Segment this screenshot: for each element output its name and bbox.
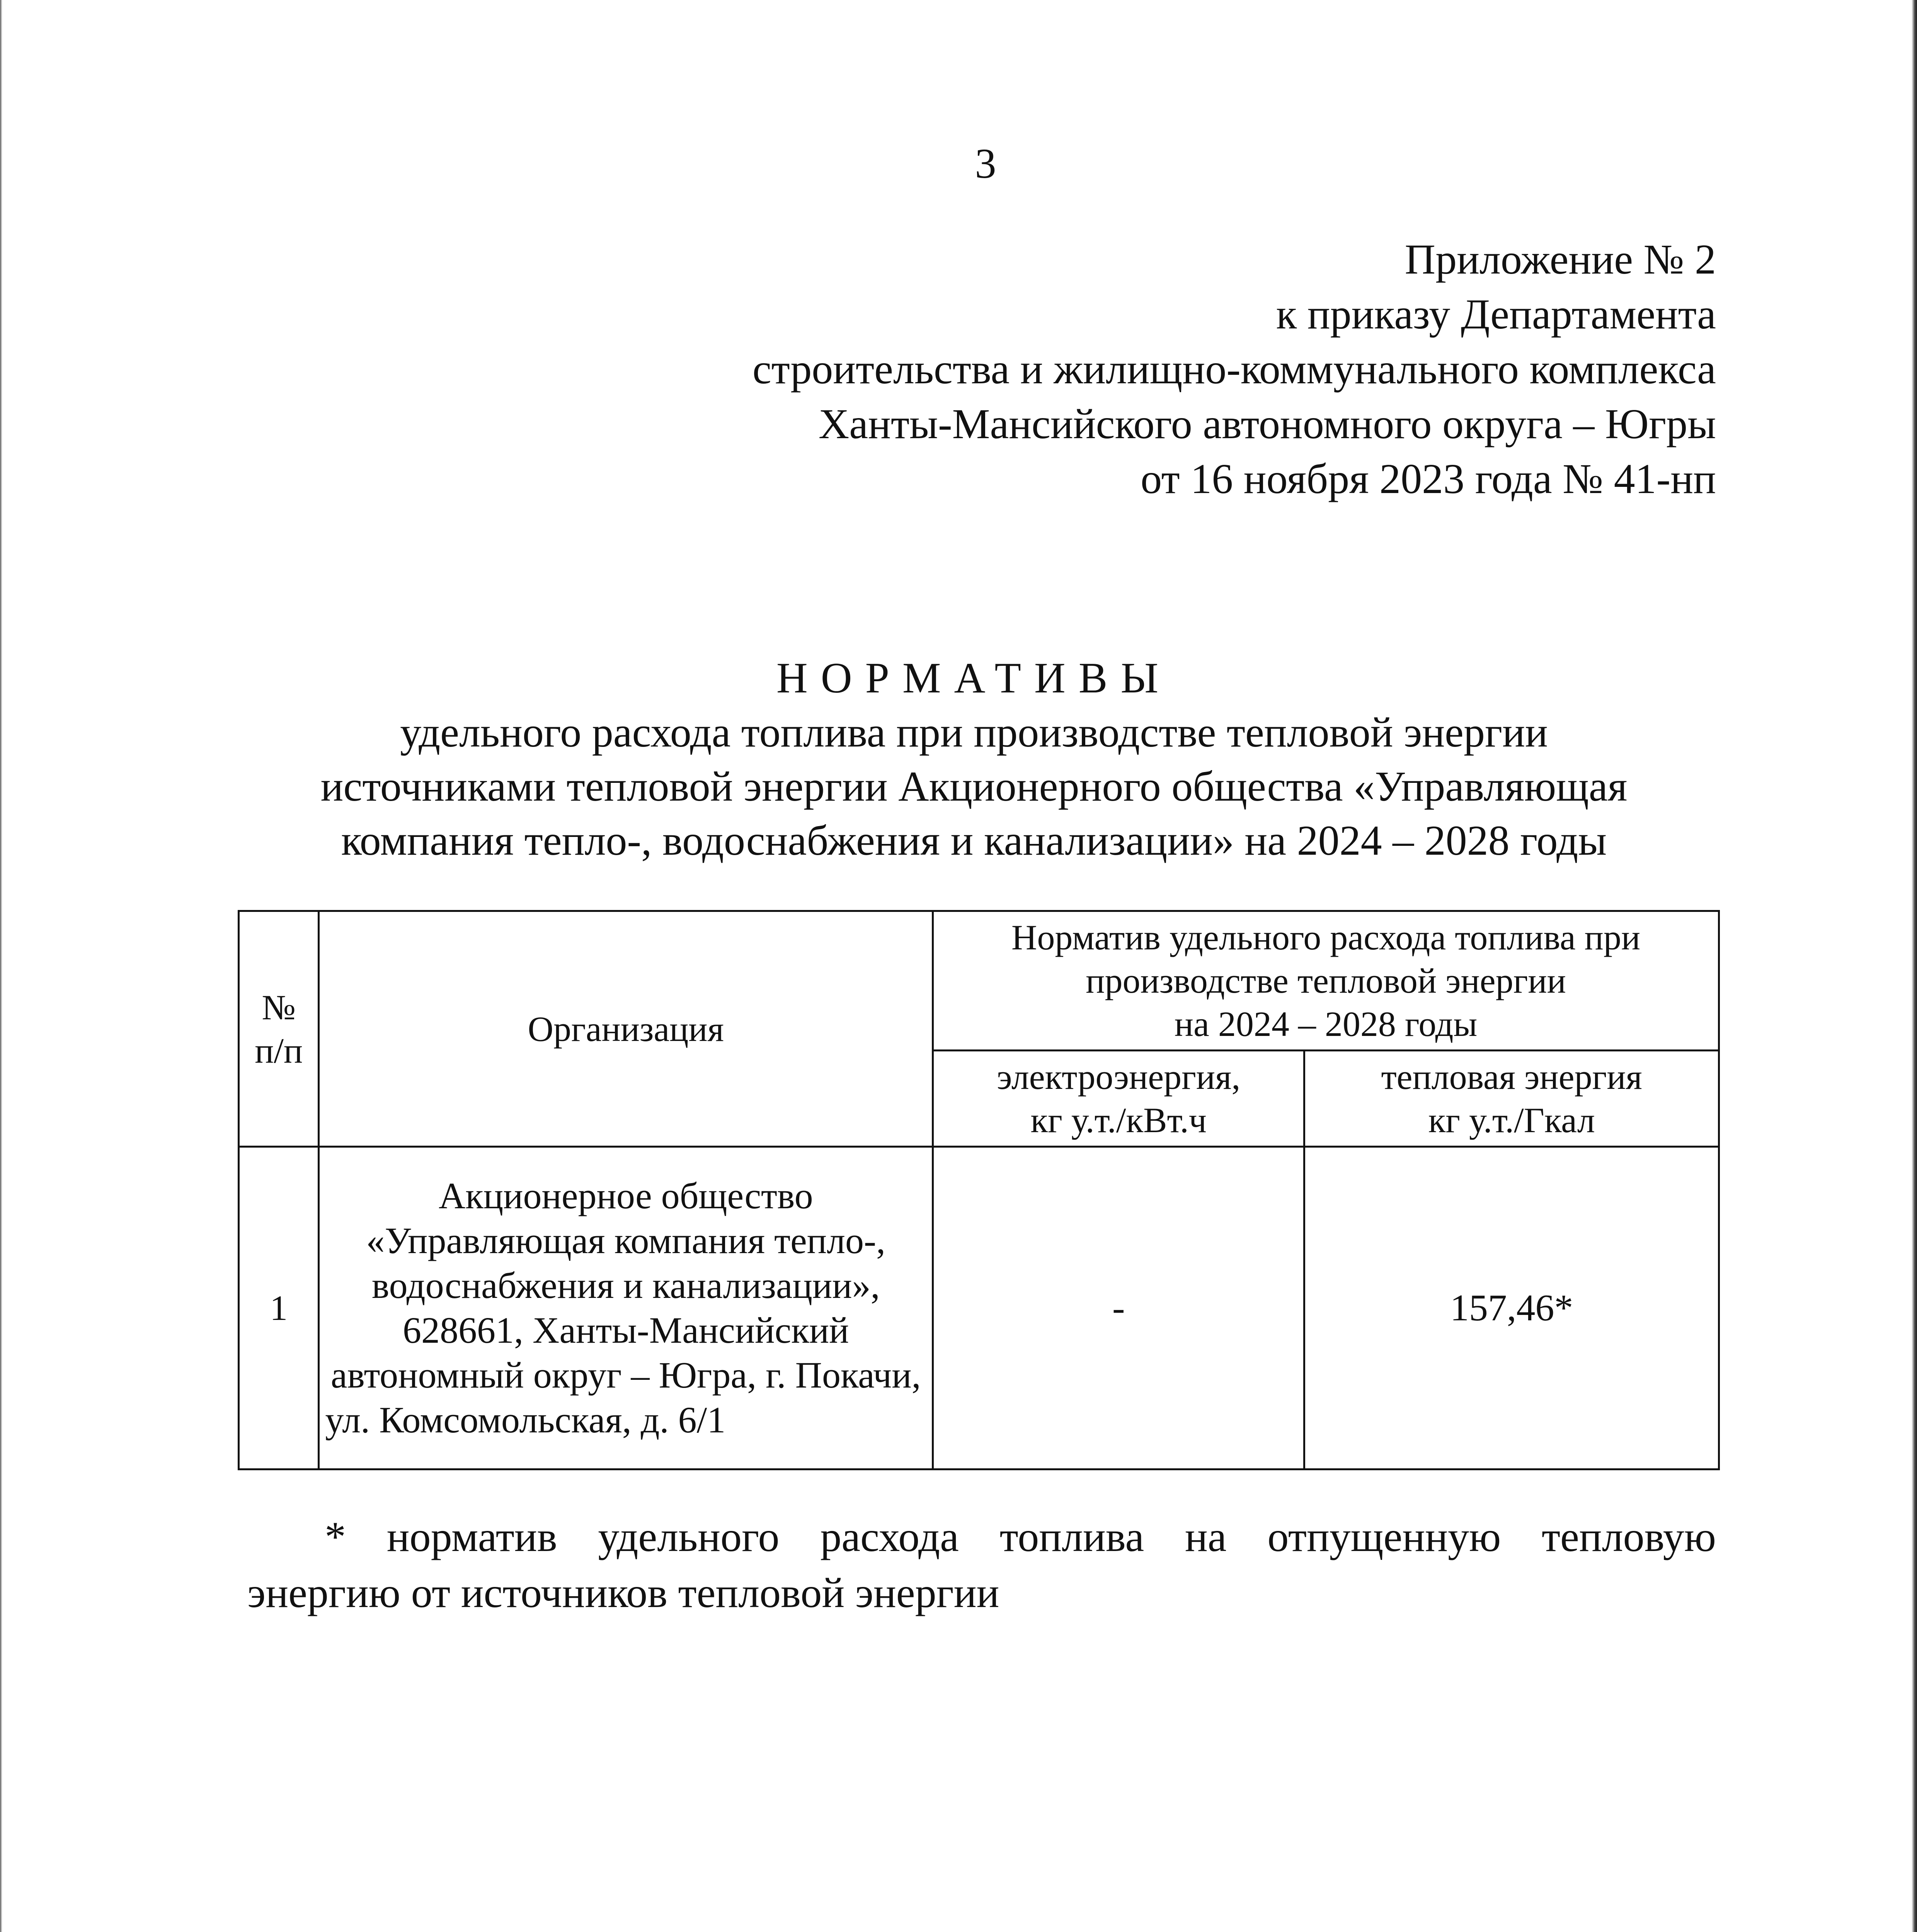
appendix-line-1: Приложение № 2 xyxy=(1405,236,1716,283)
header-num-line-2: п/п xyxy=(255,1031,303,1070)
header-organization: Организация xyxy=(319,911,933,1147)
table-header-row xyxy=(239,911,1719,1051)
cell-electric: - xyxy=(933,1147,1304,1469)
header-num-line-1: № xyxy=(262,987,296,1027)
appendix-header xyxy=(479,232,1716,506)
appendix-line-5: от 16 ноября 2023 года № 41-нп xyxy=(1141,455,1716,502)
title-main: НОРМАТИВЫ xyxy=(776,654,1172,702)
title-sub-line-3: компания тепло-, водоснабжения и канализации» на 2024 – 2028 годы xyxy=(341,817,1607,864)
title-sub-line-2: источниками тепловой энергии Акционерного общества «Управляющая xyxy=(320,763,1628,810)
header-norm-line-2: производстве тепловой энергии xyxy=(1086,961,1566,1000)
appendix-line-3: строительства и жилищно-коммунального комплекса xyxy=(752,345,1716,393)
header-norm-line-3: на 2024 – 2028 годы xyxy=(1174,1004,1478,1044)
header-electric-line-1: электроэнергия, xyxy=(997,1057,1241,1097)
footnote-line-1: * норматив удельного расхода топлива на отпущенную тепловую xyxy=(325,1513,1716,1560)
cell-organization: Акционерное общество «Управляющая компания тепло-, водоснабжения и канализации», 628661, Ханты-Мансийский автономный округ – Югра, г. Покачи, ул. Комсомольская, д. 6/1 xyxy=(319,1147,933,1469)
scan-edge-right xyxy=(1912,0,1917,1932)
footnote-line-2: энергию от источников тепловой энергии xyxy=(247,1569,999,1616)
title-subtitle xyxy=(232,705,1716,867)
scan-edge-left xyxy=(0,0,2,1932)
title-sub-line-1: удельного расхода топлива при производстве тепловой энергии xyxy=(400,709,1548,756)
header-electric-line-2: кг у.т./кВт.ч xyxy=(1030,1100,1207,1140)
header-norm xyxy=(933,911,1719,1051)
page-number: 3 xyxy=(975,140,996,187)
appendix-line-2: к приказу Департамента xyxy=(1276,291,1716,338)
cell-heat: 157,46* xyxy=(1304,1147,1719,1469)
footnote xyxy=(247,1509,1716,1621)
table-row xyxy=(239,1147,1719,1469)
header-electric xyxy=(933,1051,1304,1147)
document-title xyxy=(232,651,1716,867)
header-heat-line-2: кг у.т./Гкал xyxy=(1428,1100,1595,1140)
header-heat xyxy=(1304,1051,1719,1147)
header-norm-line-1: Норматив удельного расхода топлива при xyxy=(1011,918,1641,957)
norms-table xyxy=(238,910,1720,1470)
appendix-line-4: Ханты-Мансийского автономного округа – Югры xyxy=(818,400,1716,447)
header-num xyxy=(239,911,319,1147)
cell-num: 1 xyxy=(239,1147,319,1469)
header-heat-line-1: тепловая энергия xyxy=(1381,1057,1642,1097)
